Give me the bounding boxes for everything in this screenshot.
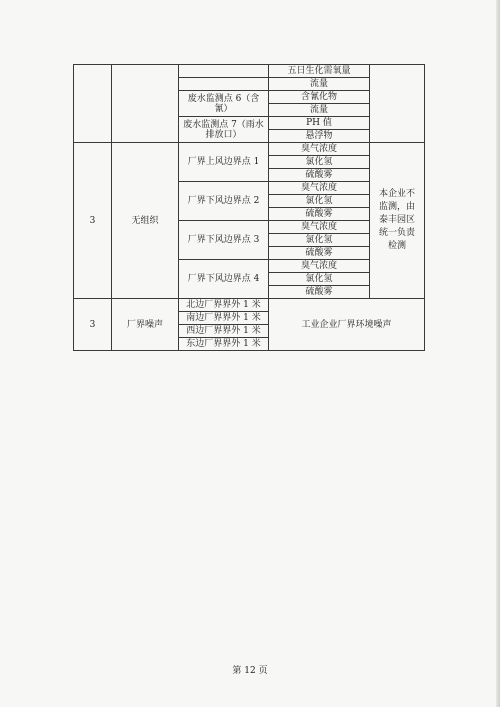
cell-item: 臭气浓度 (269, 182, 370, 195)
cell-point-boundary-3: 厂界下风边界点 3 (179, 221, 269, 260)
table-row (74, 65, 425, 78)
cell-point-cont (179, 65, 269, 78)
cell-item: 五日生化需氧量 (269, 65, 370, 78)
cell-item: 氯化氢 (269, 273, 370, 286)
cell-remark-unorganized: 本企业不监测，由泰丰园区统一负责检测 (370, 143, 425, 299)
cell-item: 臭气浓度 (269, 221, 370, 234)
cell-point-noise-west: 西边厂界界外 1 米 (179, 325, 269, 338)
cell-point-blank (179, 78, 269, 91)
cell-point-boundary-4: 厂界下风边界点 4 (179, 260, 269, 299)
cell-item: 流量 (269, 78, 370, 91)
cell-item: 含氰化物 (269, 91, 370, 104)
cell-item: 流量 (269, 104, 370, 117)
cell-category-cont (112, 65, 179, 143)
cell-item: 氯化氢 (269, 195, 370, 208)
cell-point-noise-north: 北边厂界界外 1 米 (179, 299, 269, 312)
cell-point-boundary-1: 厂界上风边界点 1 (179, 143, 269, 182)
page-edge-shadow (496, 0, 500, 707)
table-row (74, 299, 425, 312)
cell-point-noise-south: 南边厂界界外 1 米 (179, 312, 269, 325)
cell-no-noise: 3 (74, 299, 112, 351)
cell-point-noise-east: 东边厂界界外 1 米 (179, 338, 269, 351)
cell-category-noise: 厂界噪声 (112, 299, 179, 351)
cell-remark-cont (370, 65, 425, 143)
cell-point-wastewater-6: 废水监测点 6（含氰） (179, 91, 269, 117)
cell-item: 氯化氢 (269, 156, 370, 169)
cell-item: 臭气浓度 (269, 260, 370, 273)
cell-item: PH 值 (269, 117, 370, 130)
cell-no-unorganized: 3 (74, 143, 112, 299)
monitoring-table (73, 64, 425, 351)
cell-item: 硫酸雾 (269, 247, 370, 260)
page-number: 第 12 页 (232, 666, 268, 676)
cell-item: 氯化氢 (269, 234, 370, 247)
cell-point-boundary-2: 厂界下风边界点 2 (179, 182, 269, 221)
cell-category-unorganized: 无组织 (112, 143, 179, 299)
cell-no-cont (74, 65, 112, 143)
table-row (74, 143, 425, 156)
cell-item: 硫酸雾 (269, 208, 370, 221)
cell-item: 臭气浓度 (269, 143, 370, 156)
cell-item: 硫酸雾 (269, 169, 370, 182)
cell-point-wastewater-7: 废水监测点 7（雨水排放口） (179, 117, 269, 143)
cell-item: 硫酸雾 (269, 286, 370, 299)
cell-item-noise: 工业企业厂界环境噪声 (269, 299, 425, 351)
cell-item: 悬浮物 (269, 130, 370, 143)
